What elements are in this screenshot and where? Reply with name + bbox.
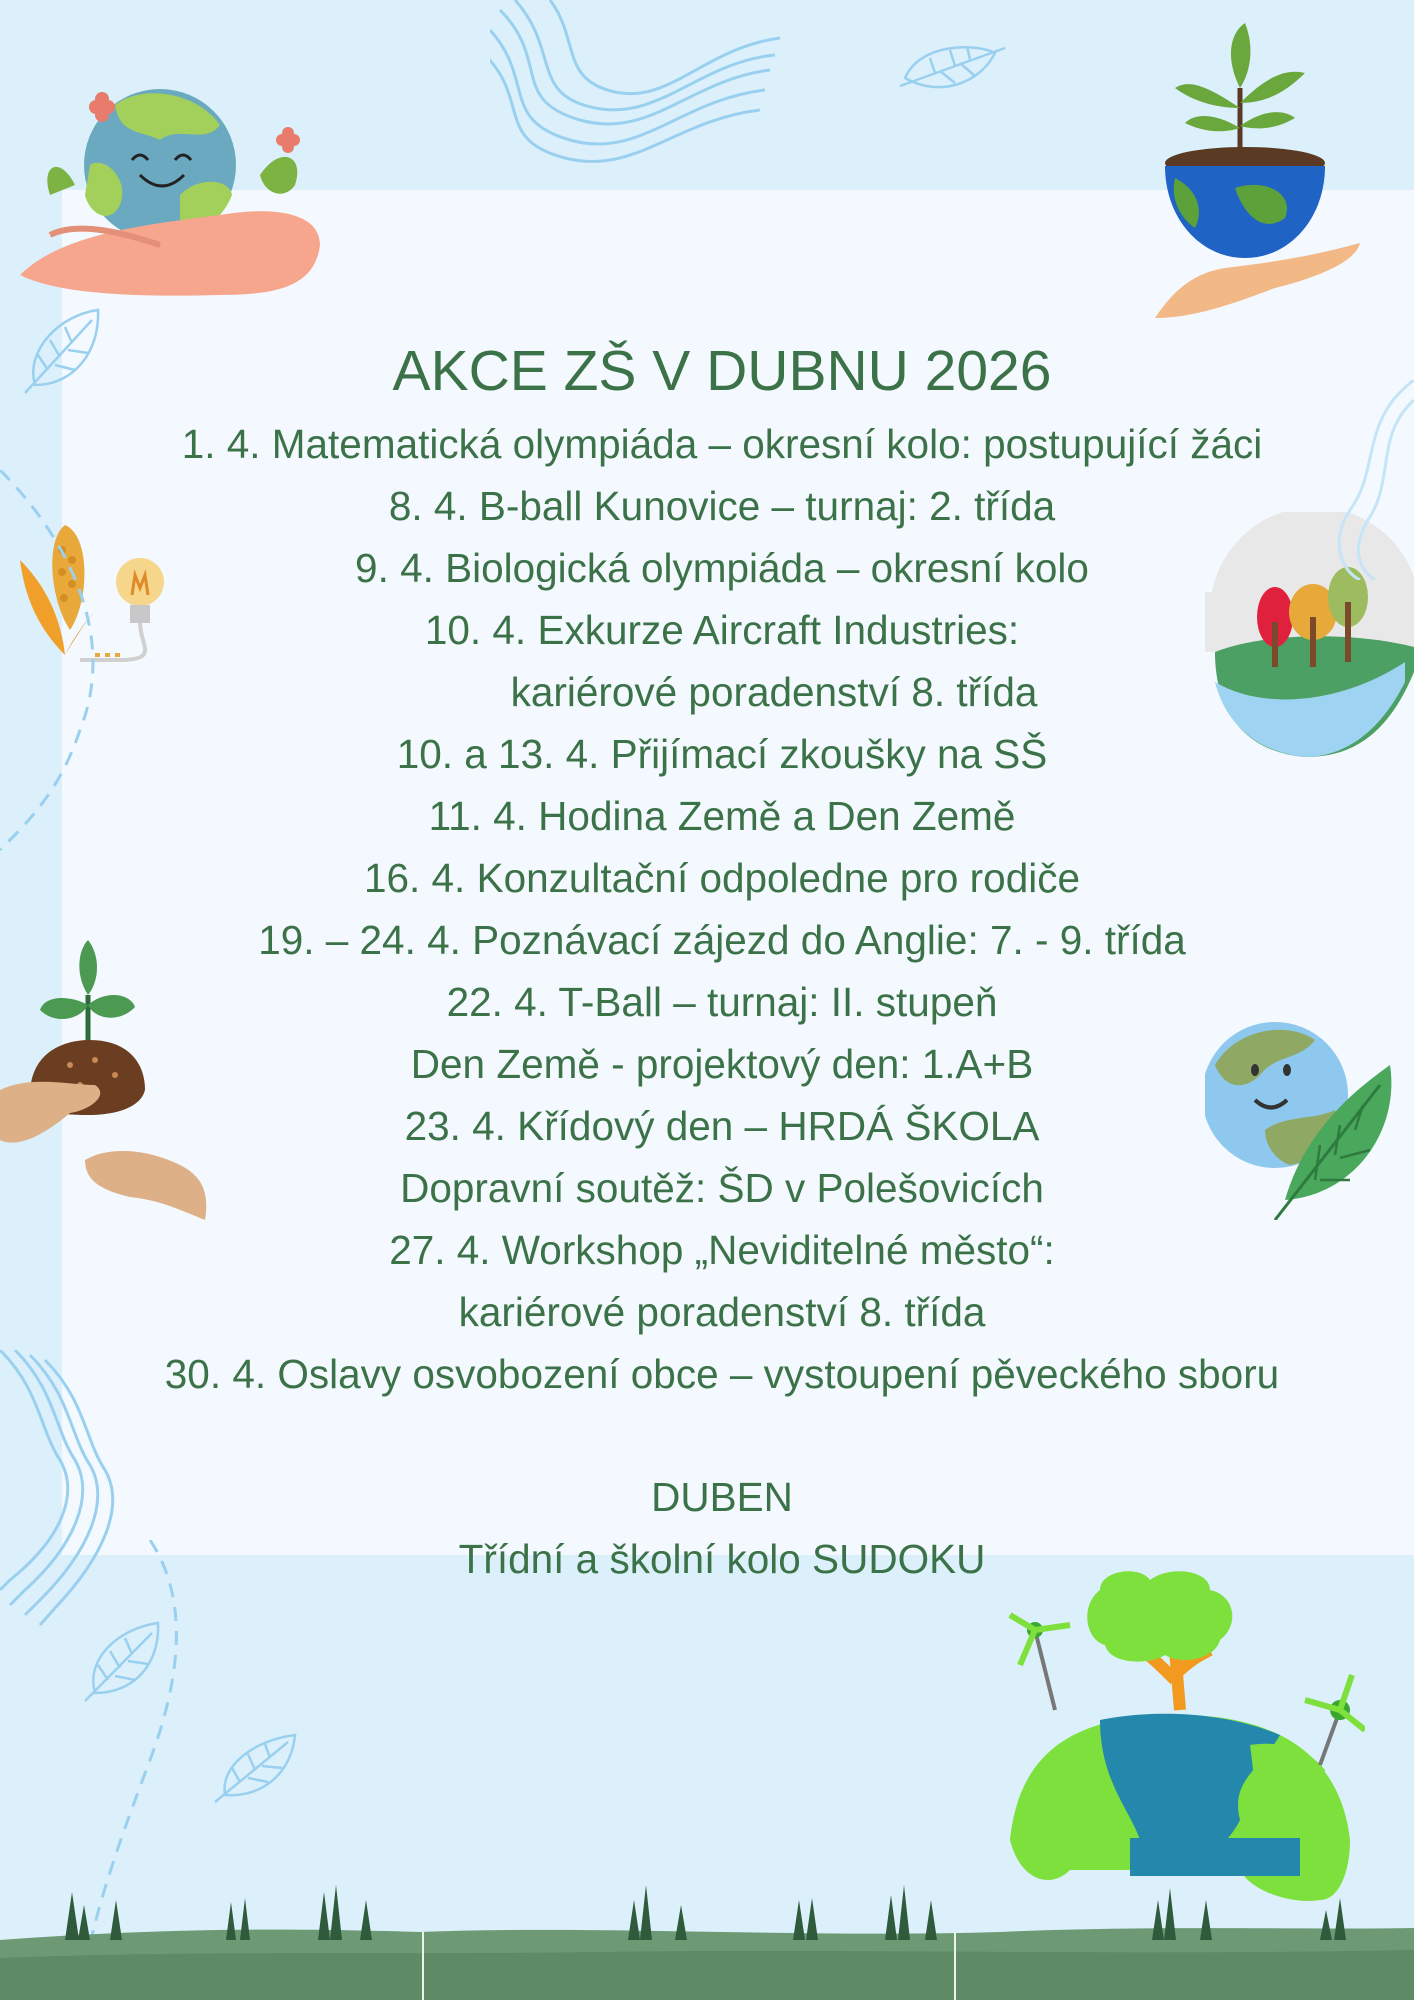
footer-text: Třídní a školní kolo SUDOKU — [458, 1536, 986, 1582]
event-item: 22. 4. T-Ball – turnaj: II. stupeň — [446, 979, 998, 1025]
event-item: 16. 4. Konzultační odpoledne pro rodiče — [363, 855, 1080, 901]
hills-and-pines-icon — [0, 1870, 1414, 2000]
poster-title: AKCE ZŠ V DUBNU 2026 — [392, 339, 1052, 403]
wavy-lines-icon — [490, 0, 780, 165]
earth-in-hand-icon — [20, 85, 325, 300]
plant-globe-in-hand-icon — [1155, 18, 1365, 328]
event-item: Dopravní soutěž: ŠD v Polešovicích — [400, 1165, 1044, 1211]
event-item: 8. 4. B-ball Kunovice – turnaj: 2. třída — [388, 483, 1056, 529]
event-item: 9. 4. Biologická olympiáda – okresní kolo — [355, 545, 1089, 591]
event-item: 23. 4. Křídový den – HRDÁ ŠKOLA — [404, 1103, 1040, 1149]
event-item: kariérové poradenství 8. třída — [510, 669, 1038, 715]
event-item: 30. 4. Oslavy osvobození obce – vystoupení pěveckého sboru — [164, 1351, 1280, 1397]
event-list — [0, 413, 1414, 1405]
footer-heading: DUBEN — [651, 1474, 793, 1520]
event-item: 11. 4. Hodina Země a Den Země — [428, 793, 1016, 839]
event-item: 10. 4. Exkurze Aircraft Industries: — [424, 607, 1020, 653]
event-item: 10. a 13. 4. Přijímací zkoušky na SŠ — [396, 731, 1048, 777]
event-item: 27. 4. Workshop „Neviditelné město“: — [389, 1227, 1055, 1273]
leaf-outline-icon — [895, 38, 1007, 103]
event-item: Den Země - projektový den: 1.A+B — [410, 1041, 1034, 1087]
event-item: 19. – 24. 4. Poznávací zájezd do Anglie: 7. - 9. třída — [258, 917, 1186, 963]
event-item: 1. 4. Matematická olympiáda – okresní kolo: postupující žáci — [181, 421, 1263, 467]
leaf-outline-icon — [210, 1730, 300, 1805]
event-item: kariérové poradenství 8. třída — [458, 1289, 986, 1335]
leaf-outline-icon — [80, 1618, 165, 1703]
footer-section — [0, 1466, 1414, 1590]
earth-with-tree-and-windmills-icon — [990, 1570, 1365, 1905]
